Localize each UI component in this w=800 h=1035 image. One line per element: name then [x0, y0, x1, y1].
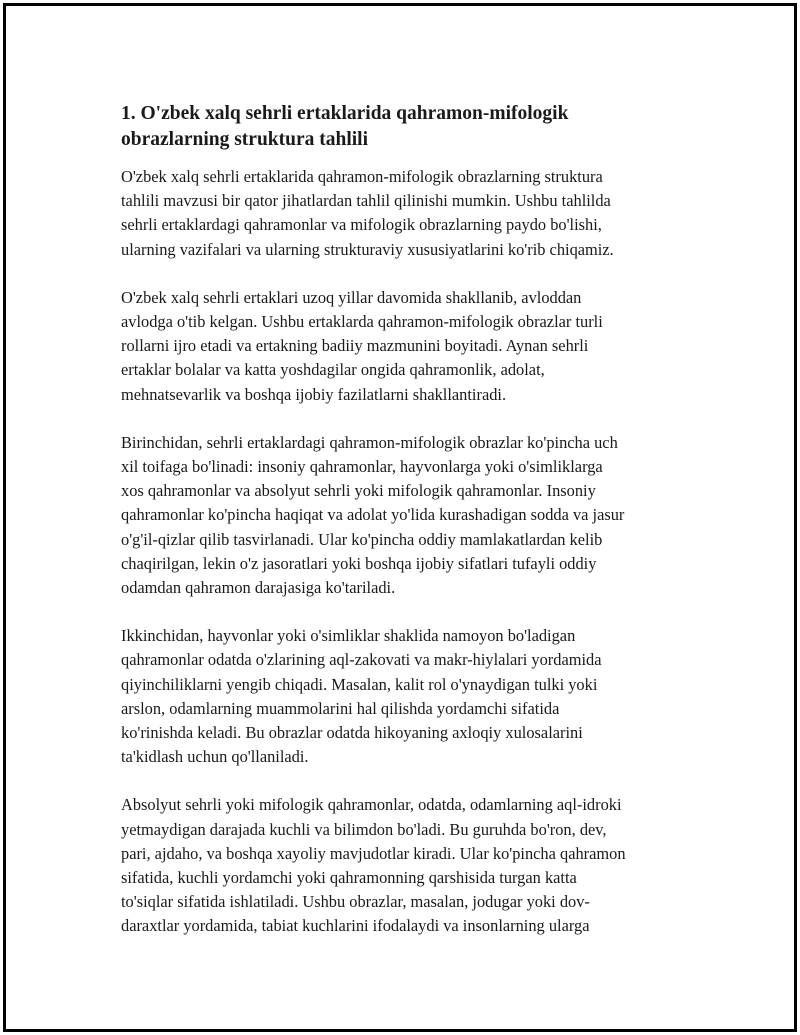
- section-heading: 1. O'zbek xalq sehrli ertaklarida qahramon-mifologik obrazlarning struktura tahlili: [121, 103, 569, 150]
- paragraph-third-point: Absolyut sehrli yoki mifologik qahramonlar, odatda, odamlarning aql-idroki yetmaydigan darajada kuchli va bilimdon bo'ladi. Bu guruhda bo'ron, dev, pari, ajdaho, va boshqa xayoliy mavjudotlar kiradi. Ular ko'pincha qahramon sifatida, kuchli yordamchi yoki qahramonning qarshisida turgan katta to'siqlar sifatida ishlatiladi. Ushbu obrazlar, masalan, jodugar yoki dov- daraxtlar yordamida, tabiat kuchlarini ifodalaydi va insonlarning ularga: [121, 795, 626, 936]
- paragraph-history: O'zbek xalq sehrli ertaklari uzoq yillar davomida shakllanib, avloddan avlodga o'tib kelgan. Ushbu ertaklarda qahramon-mifologik obrazlar turli rollarni ijro etadi va ertakning badiiy mazmunini boyitadi. Aynan sehrli ertaklar bolalar va katta yoshdagilar ongida qahramonlik, adolat, mehnatsevarlik va boshqa ijobiy fazilatlarni shakllantiradi.: [121, 287, 603, 404]
- paragraph-intro: O'zbek xalq sehrli ertaklarida qahramon-mifologik obrazlarning struktura tahlili mavzusi bir qator jihatlardan tahlil qilinishi mumkin. Ushbu tahlilda sehrli ertaklardagi qahramonlar va mifologik obrazlarning paydo bo'lishi, ularning vazifalari va ularning strukturaviy xususiyatlarini ko'rib chiqamiz.: [121, 167, 614, 259]
- document-body: [121, 101, 701, 963]
- page-frame: [3, 3, 797, 1032]
- paragraph-second-point: Ikkinchidan, hayvonlar yoki o'simliklar shaklida namoyon bo'ladigan qahramonlar odatda o'zlarining aql-zakovati va makr-hiylalari yordamida qiyinchiliklarni yengib chiqadi. Masalan, kalit rol o'ynaydigan tulki yoki arslon, odamlarning muammolarini hal qilishda yordamchi sifatida ko'rinishda keladi. Bu obrazlar odatda hikoyaning axloqiy xulosalarini ta'kidlash uchun qo'llaniladi.: [121, 626, 602, 767]
- paragraph-first-point: Birinchidan, sehrli ertaklardagi qahramon-mifologik obrazlar ko'pincha uch xil toifaga bo'linadi: insoniy qahramonlar, hayvonlarga yoki o'simliklarga xos qahramonlar va absolyut sehrli yoki mifologik qahramonlar. Insoniy qahramonlar ko'pincha haqiqat va adolat yo'lida kurashadigan sodda va jasur o'g'il-qizlar qilib tasvirlanadi. Ular ko'pincha oddiy mamlakatlardan kelib chaqirilgan, lekin o'z jasoratlari yoki boshqa ijobiy sifatlari tufayli oddiy odamdan qahramon darajasiga ko'tariladi.: [121, 432, 625, 598]
